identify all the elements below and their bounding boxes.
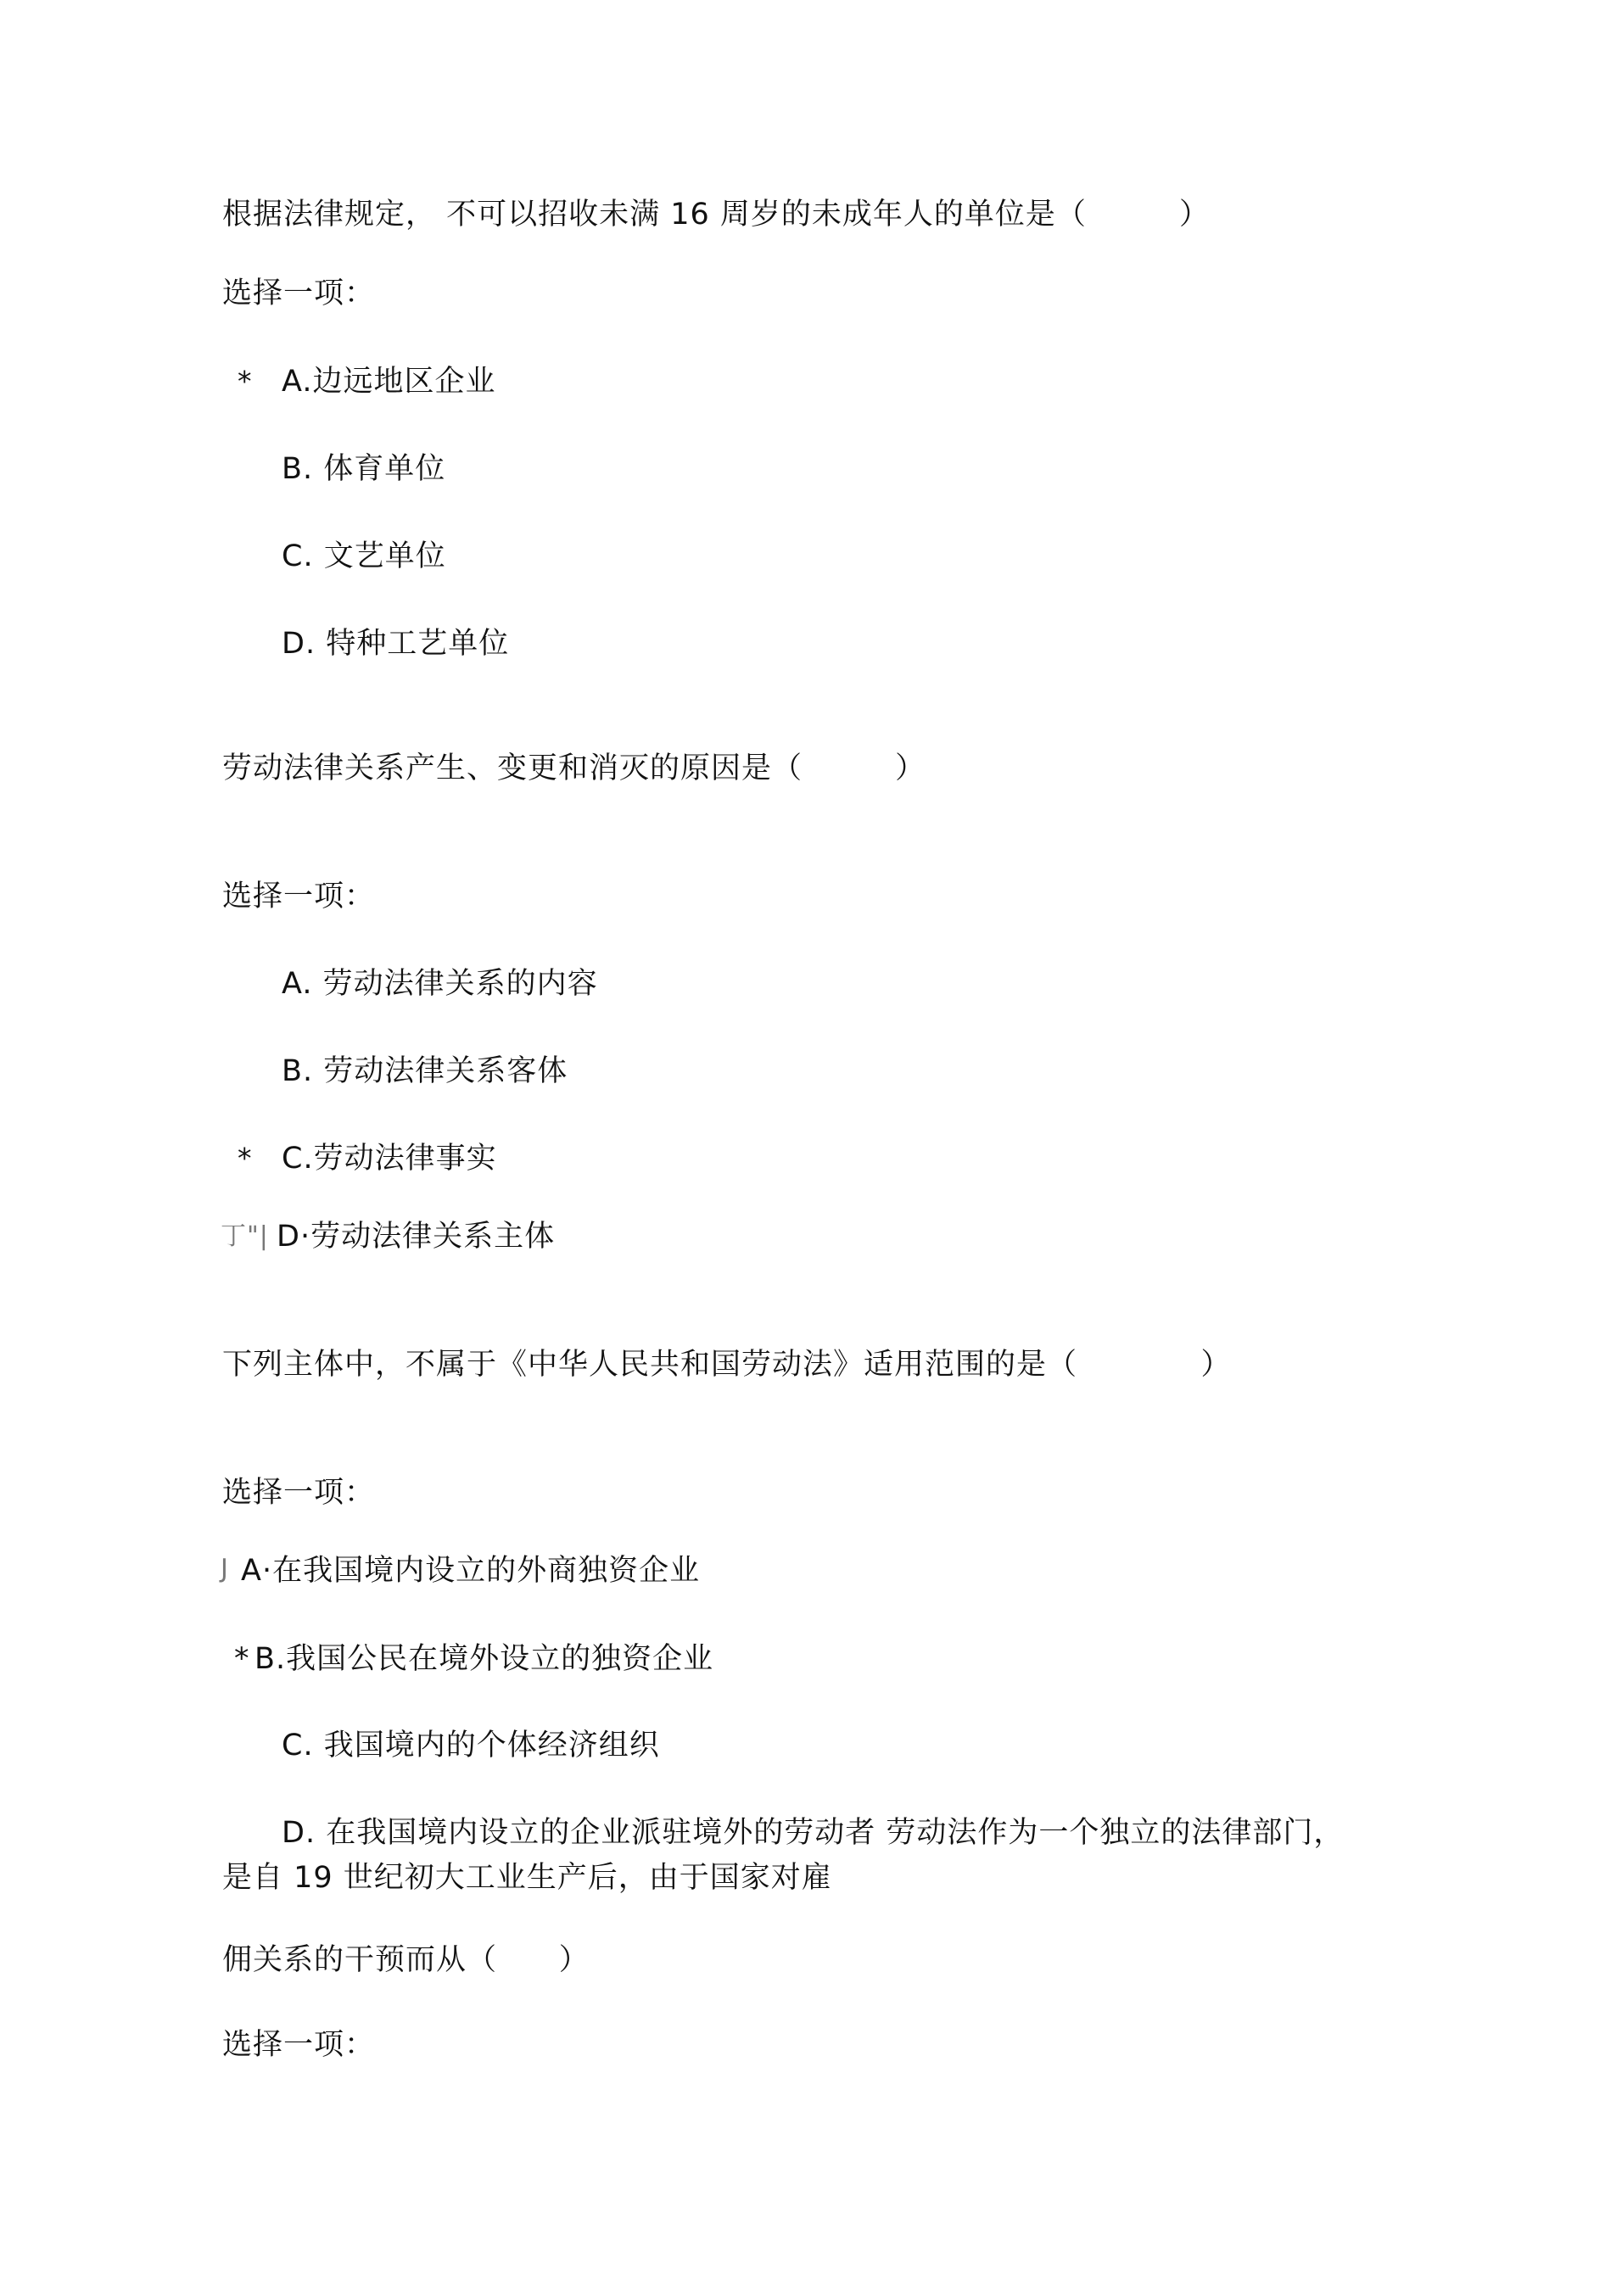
- question-2-option-a[interactable]: A. 劳动法律关系的内容: [282, 967, 598, 1001]
- question-1-option-a[interactable]: A.边远地区企业: [282, 365, 496, 399]
- question-2-option-d-marker: 丁"|: [221, 1221, 269, 1251]
- question-2-option-d[interactable]: D·劳动法律关系主体: [277, 1220, 556, 1254]
- question-3-stem: 下列主体中，不属于《中华人民共和国劳动法》适用范围的是（ ）: [222, 1348, 1232, 1382]
- question-3-option-b-marker: *: [234, 1642, 250, 1676]
- question-3-option-d[interactable]: D. 在我国境内设立的企业派驻境外的劳动者 劳动法作为一个独立的法律部门，: [282, 1816, 1345, 1850]
- question-1-option-b[interactable]: B. 体育单位: [282, 452, 446, 486]
- question-1-option-d[interactable]: D. 特种工艺单位: [282, 627, 510, 661]
- question-3-continuation: 是自 19 世纪初大工业生产后，由于国家对雇: [222, 1861, 832, 1895]
- question-3-option-c[interactable]: C. 我国境内的个体经济组织: [282, 1729, 660, 1763]
- question-3-option-a[interactable]: A·在我国境内设立的外商独资企业: [241, 1554, 701, 1588]
- question-4-stem: 佣关系的干预而从（ ）: [222, 1943, 590, 1977]
- question-3-option-b[interactable]: B.我国公民在境外设立的独资企业: [254, 1642, 714, 1676]
- question-4-prompt: 选择一项：: [222, 2028, 376, 2062]
- question-2-prompt: 选择一项：: [222, 880, 376, 913]
- question-1-option-a-marker: *: [238, 365, 253, 398]
- question-3-prompt: 选择一项：: [222, 1476, 376, 1510]
- question-2-option-c-marker: *: [238, 1142, 253, 1175]
- question-1-prompt: 选择一项：: [222, 277, 376, 310]
- question-2-option-c[interactable]: C.劳动法律事实: [282, 1142, 497, 1176]
- question-1-stem: 根据法律规定， 不可以招收未满 16 周岁的未成年人的单位是（ ）: [222, 198, 1211, 232]
- question-2-stem: 劳动法律关系产生、变更和消灭的原因是（ ）: [222, 751, 926, 785]
- question-2-option-b[interactable]: B. 劳动法律关系客体: [282, 1054, 568, 1088]
- question-1-option-c[interactable]: C. 文艺单位: [282, 539, 446, 573]
- question-3-option-a-marker: J: [221, 1554, 229, 1584]
